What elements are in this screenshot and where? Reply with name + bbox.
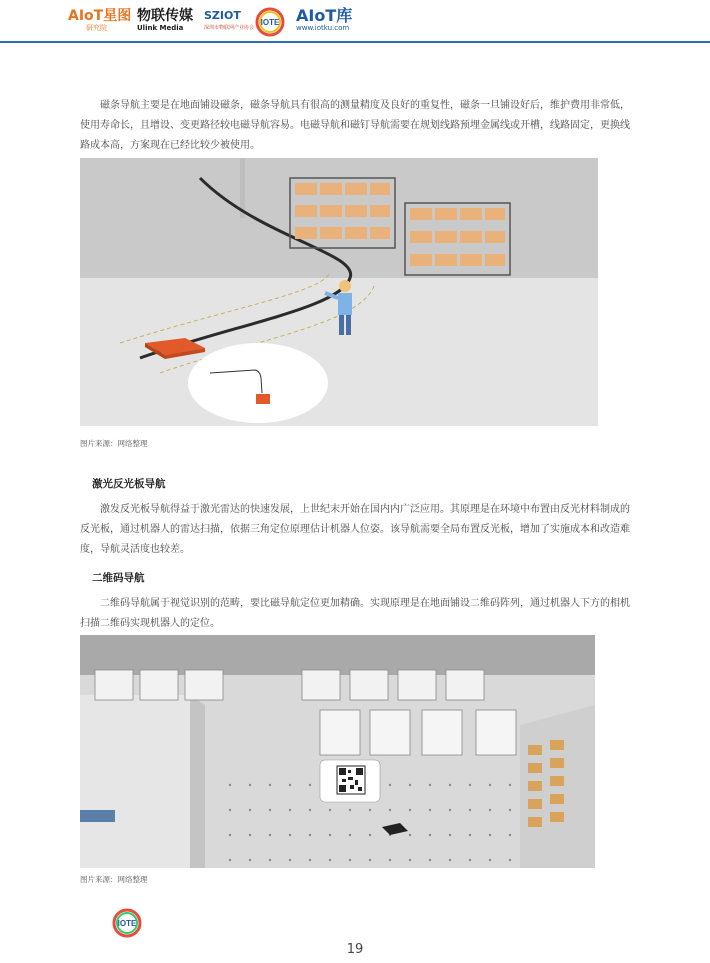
iote-logo-text: IOTE: [260, 18, 280, 27]
page-number: 19: [346, 942, 364, 957]
sziot-logo: [204, 8, 254, 33]
iote-logo: [255, 7, 285, 41]
header-rule: [0, 41, 710, 43]
qr-section-paragraph: 二维码导航属于视觉识别的范畴，要比磁导航定位更加精确。实现原理是在地面铺设二维码阵列，通过机器人下方的相机扫描二维码实现机器人的定位。: [80, 598, 630, 629]
logo-aiotku-main: AIoT库: [296, 6, 353, 25]
logo-sziot-main: SZIOT: [204, 9, 241, 22]
iote-ring-icon: [255, 7, 285, 37]
figure1-caption: 图片来源：网络整理: [80, 439, 148, 448]
qr-code-callout: [320, 760, 380, 802]
laser-section-heading: 激光反光板导航: [92, 478, 166, 490]
logo-aiot-xingtu-sub: 研究院: [86, 24, 107, 32]
ulink-media-logo: [137, 8, 193, 33]
footer-iote-ring-icon: [112, 908, 142, 938]
aiotku-logo: [296, 8, 352, 33]
logo-aiotku-sub: www.iotku.com: [296, 24, 350, 32]
figure2-caption: 图片来源：网络整理: [80, 875, 148, 884]
logo-aiot-xingtu-main: AIoT星图: [68, 8, 132, 24]
page-header: [0, 0, 710, 44]
footer-iote-logo: [112, 908, 142, 942]
figure-magnetic-navigation: [80, 158, 598, 426]
intro-paragraph: 磁条导航主要是在地面铺设磁条，磁条导航具有很高的测量精度及良好的重复性，磁条一旦铺设好后，维护费用非常低，使用寿命长，且增设、变更路径较电磁导航容易。电磁导航和磁钉导航需要在规划线路预埋金属线或开槽，线路固定，更换线路成本高，方案现在已经比较少被使用。: [80, 100, 630, 151]
qr-navigation-illustration: [80, 635, 595, 868]
magnetic-navigation-illustration: [80, 158, 598, 426]
qr-section-heading: 二维码导航: [92, 572, 145, 584]
aiot-xingtu-logo: [68, 8, 131, 33]
logo-sziot-sub: 深圳市物联网产业协会: [204, 25, 255, 31]
logo-ulink-sub: Ulink Media: [137, 24, 184, 32]
laser-section-paragraph: 激发反光板导航得益于激光雷达的快速发展，上世纪末开始在国内内广泛应用。其原理是在环境中布置由反光材料制成的反光板，通过机器人的雷达扫描，依据三角定位原理估计机器人位姿。该导航需要全局布置反光板，增加了实施成本和改造难度，导航灵活度也较差。: [80, 504, 630, 555]
logo-ulink-main: 物联传媒: [137, 8, 193, 24]
footer-iote-logo-text: IOTE: [117, 919, 137, 928]
figure-qr-navigation: [80, 635, 595, 868]
